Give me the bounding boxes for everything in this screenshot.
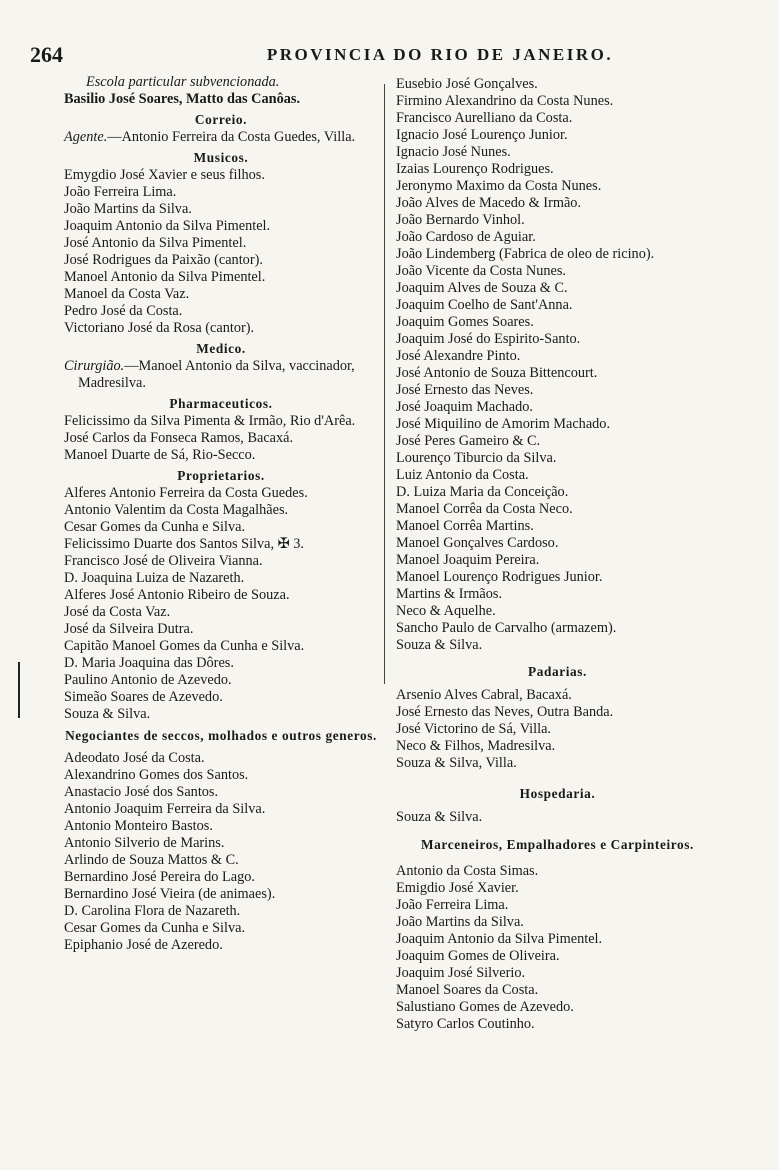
continued-list: [390, 76, 725, 654]
list-item: Antonio Valentim da Costa Magalhães.: [64, 502, 289, 518]
list-item: Joaquim Antonio da Silva Pimentel.: [64, 218, 271, 234]
list-item: Basilio José Soares, Matto das Canôas.: [64, 91, 301, 107]
list-item: Eusebio José Gonçalves.: [396, 76, 538, 92]
list-item: Izaias Lourenço Rodrigues.: [396, 161, 554, 177]
padarias-list: [390, 687, 725, 772]
list-item: Anastacio José dos Santos.: [64, 784, 219, 800]
list-item: Souza & Silva.: [396, 637, 483, 653]
musicos-list: [58, 167, 384, 337]
list-item: Neco & Filhos, Madresilva.: [396, 738, 556, 754]
list-item: Antonio Joaquim Ferreira da Silva.: [64, 801, 266, 817]
medico-cirurgiao: [64, 358, 384, 392]
list-item: D. Joaquina Luiza de Nazareth.: [64, 570, 245, 586]
list-item: José Ernesto das Neves.: [396, 382, 534, 398]
list-item: Simeão Soares de Azevedo.: [64, 689, 223, 705]
page-number: 264: [30, 42, 63, 67]
list-item: Joaquim Antonio da Silva Pimentel.: [396, 931, 603, 947]
running-title: PROVINCIA DO RIO DE JANEIRO.: [266, 45, 614, 64]
section-title-medico: Medico.: [196, 341, 246, 356]
list-item: Emigdio José Xavier.: [396, 880, 519, 896]
list-item: Joaquim José do Espirito-Santo.: [396, 331, 581, 347]
list-item: Manoel Duarte de Sá, Rio-Secco.: [64, 447, 256, 463]
spacer: [390, 826, 725, 832]
list-item: João Martins da Silva.: [396, 914, 524, 930]
list-item: João Ferreira Lima.: [64, 184, 177, 200]
list-item: D. Luiza Maria da Conceição.: [396, 484, 569, 500]
list-item: Joaquim Gomes de Oliveira.: [396, 948, 560, 964]
page-header: [30, 42, 750, 68]
list-item: José Alexandre Pinto.: [396, 348, 521, 364]
list-item: João Alves de Macedo & Irmão.: [396, 195, 582, 211]
agente-label: Agente.: [64, 129, 108, 145]
proprietarios-list: [58, 485, 384, 723]
list-item: José Joaquim Machado.: [396, 399, 533, 415]
correio-agente: [64, 129, 384, 146]
list-item: José Ernesto das Neves, Outra Banda.: [396, 704, 614, 720]
right-column: [390, 76, 725, 1033]
list-item: Emygdio José Xavier e seus filhos.: [64, 167, 265, 183]
cirurgiao-text: —Manoel Antonio da Silva, vaccinador, Madresilva.: [78, 358, 355, 391]
negociantes-list: [58, 750, 384, 954]
list-item: João Vicente da Costa Nunes.: [396, 263, 567, 279]
section-title-correio: Correio.: [194, 112, 248, 127]
section-title-pharmaceuticos: Pharmaceuticos.: [169, 396, 273, 411]
list-item: João Lindemberg (Fabrica de oleo de ricino).: [396, 246, 655, 262]
list-item: João Bernardo Vinhol.: [396, 212, 525, 228]
list-item: Alexandrino Gomes dos Santos.: [64, 767, 249, 783]
section-title-proprietarios: Proprietarios.: [177, 468, 265, 483]
list-item: Souza & Silva, Villa.: [396, 755, 517, 771]
list-item: José Antonio da Silva Pimentel.: [64, 235, 247, 251]
marceneiros-list: [390, 863, 725, 1033]
list-item: Adeodato José da Costa.: [64, 750, 205, 766]
list-item: Felicissimo Duarte dos Santos Silva, ✠ 3.: [64, 536, 304, 552]
list-item: Antonio Silverio de Marins.: [64, 835, 225, 851]
section-title-padarias: Padarias.: [528, 664, 587, 679]
list-item: José Antonio de Souza Bittencourt.: [396, 365, 598, 381]
hospedaria-list: [390, 809, 725, 826]
column-divider: [384, 84, 385, 684]
list-item: José da Silveira Dutra.: [64, 621, 194, 637]
list-item: Manoel Lourenço Rodrigues Junior.: [396, 569, 603, 585]
list-item: Joaquim José Silverio.: [396, 965, 526, 981]
list-item: Bernardino José Pereira do Lago.: [64, 869, 255, 885]
list-item: José Carlos da Fonseca Ramos, Bacaxá.: [64, 430, 294, 446]
list-item: Epiphanio José de Azeredo.: [64, 937, 223, 953]
list-item: Francisco José de Oliveira Vianna.: [64, 553, 263, 569]
agente-text: —Antonio Ferreira da Costa Guedes, Villa.: [107, 129, 356, 145]
section-title-negociantes: Negociantes de seccos, molhados e outros generos.: [65, 728, 377, 743]
list-item: Lourenço Tiburcio da Silva.: [396, 450, 557, 466]
list-item: Joaquim Gomes Soares.: [396, 314, 534, 330]
list-item: D. Carolina Flora de Nazareth.: [64, 903, 241, 919]
list-item: Manoel Corrêa da Costa Neco.: [396, 501, 573, 517]
list-item: D. Maria Joaquina das Dôres.: [64, 655, 234, 671]
list-item: Cesar Gomes da Cunha e Silva.: [64, 920, 246, 936]
list-item: José da Costa Vaz.: [64, 604, 171, 620]
list-item: Manoel Gonçalves Cardoso.: [396, 535, 559, 551]
list-item: Manoel Corrêa Martins.: [396, 518, 534, 534]
spacer: [390, 853, 725, 863]
list-item: Arsenio Alves Cabral, Bacaxá.: [396, 687, 572, 703]
list-item: Satyro Carlos Coutinho.: [396, 1016, 535, 1032]
section-title-marceneiros: Marceneiros, Empalhadores e Carpinteiros.: [421, 837, 694, 852]
section-title-musicos: Musicos.: [193, 150, 249, 165]
spacer: [390, 772, 725, 782]
list-item: João Cardoso de Aguiar.: [396, 229, 536, 245]
list-item: Felicissimo da Silva Pimenta & Irmão, Rio d'Arêa.: [64, 413, 356, 429]
list-item: José Victorino de Sá, Villa.: [396, 721, 552, 737]
list-item: Salustiano Gomes de Azevedo.: [396, 999, 574, 1015]
list-item: Francisco Aurelliano da Costa.: [396, 110, 573, 126]
list-item: Alferes José Antonio Ribeiro de Souza.: [64, 587, 290, 603]
list-item: Alferes Antonio Ferreira da Costa Guedes.: [64, 485, 308, 501]
list-item: Manoel Soares da Costa.: [396, 982, 539, 998]
list-item: Manoel da Costa Vaz.: [64, 286, 190, 302]
list-item: Souza & Silva.: [64, 706, 151, 722]
left-column: [58, 74, 384, 954]
list-item: Manoel Joaquim Pereira.: [396, 552, 540, 568]
list-item: Neco & Aquelhe.: [396, 603, 496, 619]
section-title-hospedaria: Hospedaria.: [519, 786, 596, 801]
pharmaceuticos-list: [58, 413, 384, 464]
cirurgiao-label: Cirurgião.: [64, 358, 125, 374]
list-item: Ignacio José Lourenço Junior.: [396, 127, 568, 143]
list-item: Souza & Silva.: [396, 809, 483, 825]
list-item: Martins & Irmãos.: [396, 586, 503, 602]
list-item: José Peres Gameiro & C.: [396, 433, 541, 449]
list-item: Bernardino José Vieira (de animaes).: [64, 886, 276, 902]
list-item: Joaquim Coelho de Sant'Anna.: [396, 297, 573, 313]
list-item: João Martins da Silva.: [64, 201, 192, 217]
list-item: Capitão Manoel Gomes da Cunha e Silva.: [64, 638, 305, 654]
list-item: Ignacio José Nunes.: [396, 144, 511, 160]
list-item: Paulino Antonio de Azevedo.: [64, 672, 232, 688]
list-item: Manoel Antonio da Silva Pimentel.: [64, 269, 266, 285]
list-item: José Rodrigues da Paixão (cantor).: [64, 252, 263, 268]
margin-mark: [18, 662, 20, 718]
list-item: Luiz Antonio da Costa.: [396, 467, 529, 483]
spacer: [390, 654, 725, 660]
list-item: Antonio Monteiro Bastos.: [64, 818, 213, 834]
list-item: Victoriano José da Rosa (cantor).: [64, 320, 255, 336]
list-item: João Ferreira Lima.: [396, 897, 509, 913]
list-item: José Miquilino de Amorim Machado.: [396, 416, 611, 432]
list-item: Joaquim Alves de Souza & C.: [396, 280, 568, 296]
list-item: Pedro José da Costa.: [64, 303, 183, 319]
list-item: Jeronymo Maximo da Costa Nunes.: [396, 178, 602, 194]
list-item: Sancho Paulo de Carvalho (armazem).: [396, 620, 617, 636]
list-item: Cesar Gomes da Cunha e Silva.: [64, 519, 246, 535]
list-item: Firmino Alexandrino da Costa Nunes.: [396, 93, 614, 109]
list-item: Antonio da Costa Simas.: [396, 863, 539, 879]
escola-heading: Escola particular subvencionada.: [86, 74, 280, 90]
list-item: Arlindo de Souza Mattos & C.: [64, 852, 239, 868]
